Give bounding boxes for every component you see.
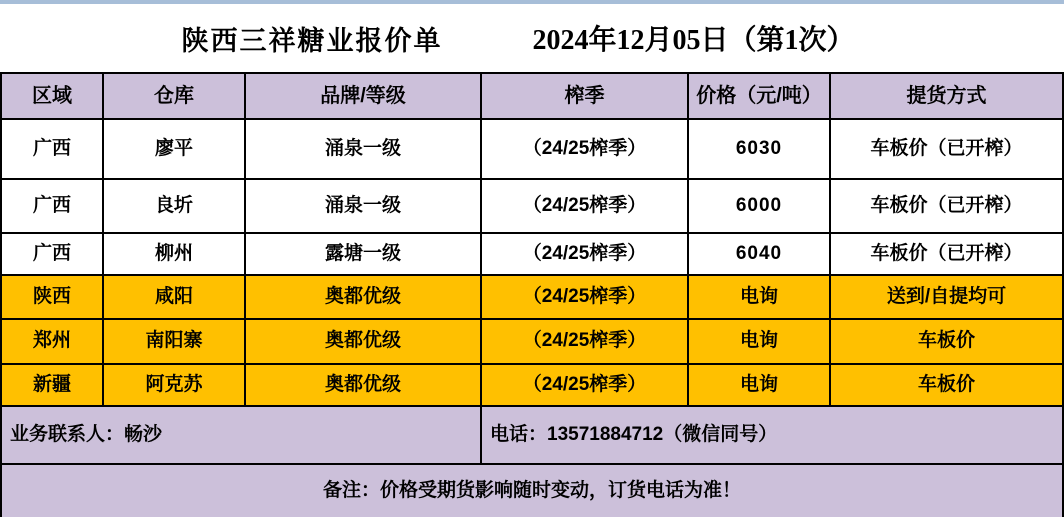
column-header-warehouse: 仓库 <box>104 74 244 118</box>
cell-warehouse: 咸阳 <box>104 276 244 318</box>
column-header-season: 榨季 <box>482 74 687 118</box>
quote-date: 2024年12月05日（第1次） <box>532 25 855 56</box>
cell-delivery: 送到/自提均可 <box>831 276 1062 318</box>
cell-season: （24/25榨季） <box>482 120 687 178</box>
cell-region: 新疆 <box>2 365 102 405</box>
cell-brand: 奥都优级 <box>246 320 480 363</box>
cell-brand: 涌泉一级 <box>246 120 480 178</box>
cell-brand: 奥都优级 <box>246 365 480 405</box>
cell-brand: 涌泉一级 <box>246 180 480 232</box>
cell-warehouse: 柳州 <box>104 234 244 274</box>
cell-warehouse: 南阳寨 <box>104 320 244 363</box>
cell-price: 6040 <box>689 234 829 274</box>
cell-brand: 露塘一级 <box>246 234 480 274</box>
cell-price: 电询 <box>689 365 829 405</box>
cell-delivery: 车板价（已开榨） <box>831 234 1062 274</box>
cell-price: 电询 <box>689 276 829 318</box>
cell-season: （24/25榨季） <box>482 276 687 318</box>
price-table <box>0 72 1064 517</box>
contact-person: 业务联系人：畅沙 <box>2 407 480 463</box>
cell-region: 广西 <box>2 180 102 232</box>
cell-delivery: 车板价（已开榨） <box>831 120 1062 178</box>
cell-delivery: 车板价 <box>831 365 1062 405</box>
cell-warehouse: 阿克苏 <box>104 365 244 405</box>
cell-brand: 奥都优级 <box>246 276 480 318</box>
title-bar <box>0 4 1050 72</box>
cell-season: （24/25榨季） <box>482 234 687 274</box>
cell-season: （24/25榨季） <box>482 320 687 363</box>
cell-delivery: 车板价（已开榨） <box>831 180 1062 232</box>
cell-warehouse: 廖平 <box>104 120 244 178</box>
cell-price: 电询 <box>689 320 829 363</box>
column-header-brand: 品牌/等级 <box>246 74 480 118</box>
cell-season: （24/25榨季） <box>482 180 687 232</box>
column-header-price: 价格（元/吨） <box>689 74 829 118</box>
remark-note: 备注：价格受期货影响随时变动，订货电话为准！ <box>2 465 1062 517</box>
contact-phone: 电话：13571884712（微信同号） <box>482 407 1062 463</box>
cell-region: 陕西 <box>2 276 102 318</box>
cell-warehouse: 良圻 <box>104 180 244 232</box>
cell-delivery: 车板价 <box>831 320 1062 363</box>
cell-region: 广西 <box>2 234 102 274</box>
cell-price: 6000 <box>689 180 829 232</box>
cell-season: （24/25榨季） <box>482 365 687 405</box>
cell-region: 郑州 <box>2 320 102 363</box>
page-title: 陕西三祥糖业报价单 <box>181 25 443 56</box>
cell-price: 6030 <box>689 120 829 178</box>
column-header-delivery: 提货方式 <box>831 74 1062 118</box>
cell-region: 广西 <box>2 120 102 178</box>
column-header-region: 区域 <box>2 74 102 118</box>
